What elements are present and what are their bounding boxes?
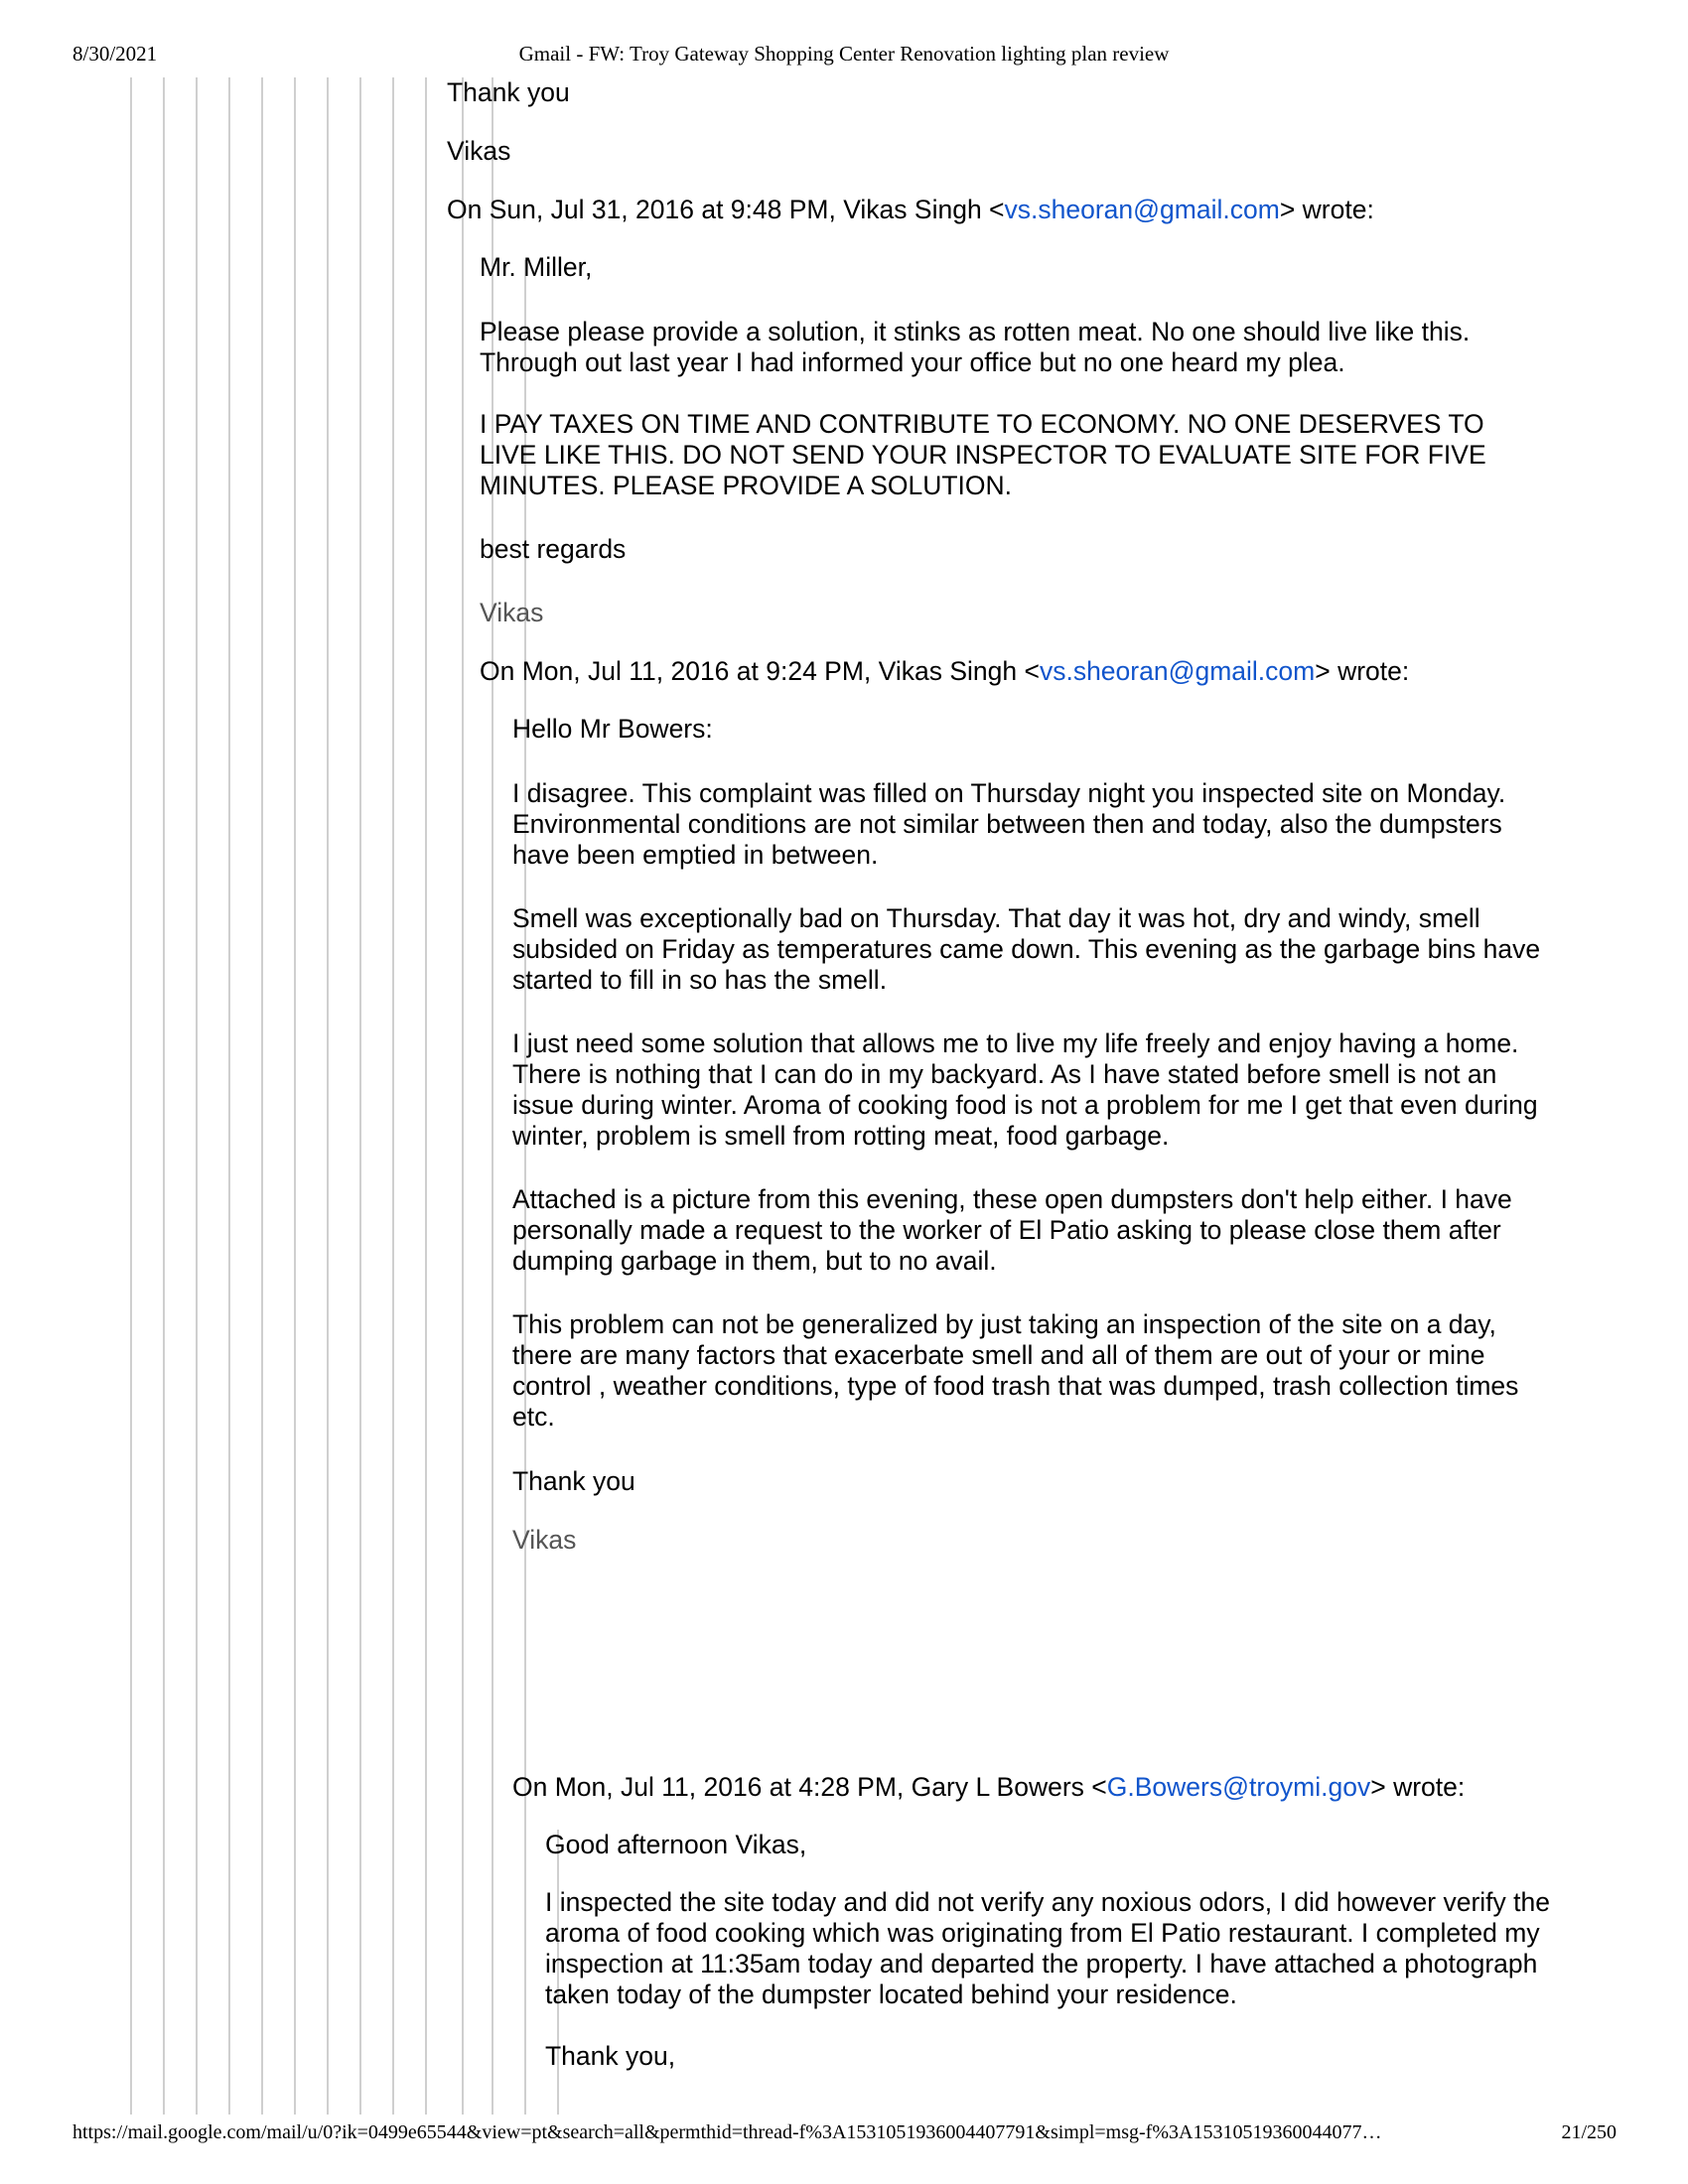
quote-bar [392, 77, 394, 2115]
signature: Vikas [512, 1525, 577, 1555]
thanks-text: Thank you [447, 77, 570, 107]
paragraph-line: dumping garbage in them, but to no avail. [512, 1246, 997, 1276]
thanks-text: Thank you [512, 1466, 635, 1496]
quote-attribution [512, 1772, 1465, 1803]
quote-bar [130, 77, 132, 2115]
closing-text: best regards [480, 534, 627, 564]
print-title: Gmail - FW: Troy Gateway Shopping Center Renovation lighting plan review [518, 42, 1170, 66]
attribution-prefix: On Sun, Jul 31, 2016 at 9:48 PM, Vikas Singh < [447, 195, 1005, 224]
quote-bar [359, 77, 361, 2115]
greeting: Hello Mr Bowers: [512, 714, 713, 744]
paragraph-line: Attached is a picture from this evening, these open dumpsters don't help either. I have [512, 1184, 1512, 1214]
quote-bar [462, 77, 464, 2115]
page-number: 21/250 [1561, 2121, 1617, 2143]
paragraph-line: control , weather conditions, type of food trash that was dumped, trash collection times [512, 1371, 1519, 1401]
paragraph-line: etc. [512, 1402, 555, 1432]
attribution-suffix: > wrote: [1279, 195, 1374, 224]
signature: Vikas [447, 136, 511, 166]
quote-bar [163, 77, 165, 2115]
paragraph-line: aroma of food cooking which was originating from El Patio restaurant. I completed my [545, 1918, 1540, 1948]
quote-bar [294, 77, 296, 2115]
paragraph-line: MINUTES. PLEASE PROVIDE A SOLUTION. [480, 471, 1013, 500]
paragraph-line: There is nothing that I can do in my backyard. As I have stated before smell is not an [512, 1059, 1497, 1089]
greeting: Good afternoon Vikas, [545, 1830, 807, 1859]
quote-attribution [447, 195, 1374, 225]
paragraph-line: taken today of the dumpster located behind your residence. [545, 1979, 1237, 2009]
paragraph-line: Through out last year I had informed your office but no one heard my plea. [480, 347, 1345, 377]
paragraph-line: I PAY TAXES ON TIME AND CONTRIBUTE TO ECONOMY. NO ONE DESERVES TO [480, 409, 1484, 439]
quote-bar [327, 77, 329, 2115]
attribution-prefix: On Mon, Jul 11, 2016 at 9:24 PM, Vikas Singh < [480, 656, 1040, 686]
paragraph-line: subsided on Friday as temperatures came down. This evening as the garbage bins have [512, 934, 1541, 964]
quote-bar [196, 77, 198, 2115]
paragraph-line: personally made a request to the worker of El Patio asking to please close them after [512, 1215, 1501, 1245]
paragraph-line: have been emptied in between. [512, 840, 879, 870]
paragraph-line: Please please provide a solution, it stinks as rotten meat. No one should live like this. [480, 317, 1471, 346]
paragraph-line: started to fill in so has the smell. [512, 965, 888, 995]
signature: Vikas [480, 598, 544, 627]
paragraph-line: winter, problem is smell from rotting meat, food garbage. [512, 1121, 1170, 1151]
paragraph-line: Smell was exceptionally bad on Thursday. That day it was hot, dry and windy, smell [512, 903, 1480, 933]
print-date: 8/30/2021 [72, 42, 158, 66]
quote-bar [228, 77, 230, 2115]
paragraph-line: LIVE LIKE THIS. DO NOT SEND YOUR INSPECTOR TO EVALUATE SITE FOR FIVE [480, 440, 1486, 470]
paragraph-line: This problem can not be generalized by just taking an inspection of the site on a day, [512, 1309, 1496, 1339]
paragraph-line: there are many factors that exacerbate smell and all of them are out of your or mine [512, 1340, 1485, 1370]
quote-attribution [480, 656, 1409, 687]
quote-bar [425, 77, 427, 2115]
email-link[interactable]: G.Bowers@troymi.gov [1106, 1772, 1371, 1802]
attribution-prefix: On Mon, Jul 11, 2016 at 4:28 PM, Gary L Bowers < [512, 1772, 1107, 1802]
greeting: Mr. Miller, [480, 252, 593, 282]
paragraph-line: I disagree. This complaint was filled on Thursday night you inspected site on Monday. [512, 778, 1506, 808]
paragraph-line: I just need some solution that allows me to live my life freely and enjoy having a home. [512, 1028, 1519, 1058]
attribution-suffix: > wrote: [1315, 656, 1410, 686]
print-url: https://mail.google.com/mail/u/0?ik=0499e65544&view=pt&search=all&permthid=thread-f%3A1531051936004407791&simpl=msg-f%3A15310519360044077… [72, 2121, 1382, 2143]
email-link[interactable]: vs.sheoran@gmail.com [1039, 656, 1316, 686]
paragraph-line: Environmental conditions are not similar between then and today, also the dumpsters [512, 809, 1502, 839]
quote-bar [492, 77, 493, 2115]
paragraph-line: inspection at 11:35am today and departed the property. I have attached a photograph [545, 1949, 1538, 1979]
closing-text: Thank you, [545, 2041, 676, 2071]
attribution-suffix: > wrote: [1370, 1772, 1466, 1802]
quote-bar [261, 77, 263, 2115]
paragraph-line: issue during winter. Aroma of cooking food is not a problem for me I get that even during [512, 1090, 1538, 1120]
paragraph-line: I inspected the site today and did not verify any noxious odors, I did however verify the [545, 1887, 1550, 1917]
email-link[interactable]: vs.sheoran@gmail.com [1004, 195, 1280, 224]
